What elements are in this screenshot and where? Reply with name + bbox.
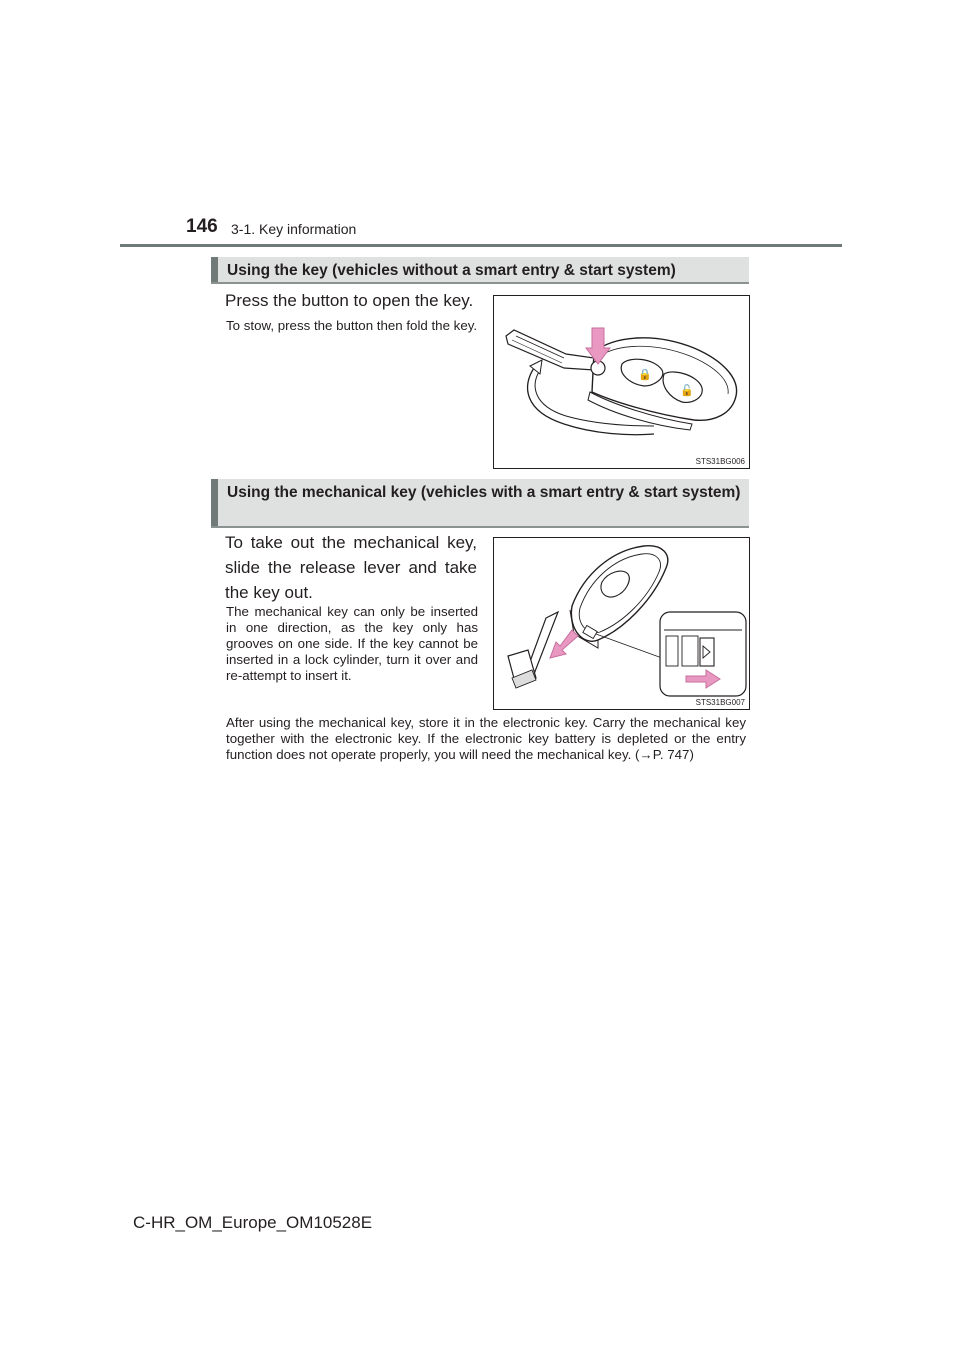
heading-accent-bar	[211, 479, 218, 526]
note-text: The mechanical key can only be inserted in one direction, as the key only has grooves on one side. If the key cannot be inserted in a lock cylinder, turn it over and re-attempt to insert it.	[226, 604, 478, 683]
folding-key-illustration	[494, 296, 749, 468]
document-code: C-HR_OM_Europe_OM10528E	[133, 1213, 373, 1232]
chapter-section-title: 3-1. Key information	[231, 221, 357, 237]
svg-text:🔓: 🔓	[680, 384, 694, 397]
note-text: After using the mechanical key, store it in the electronic key. Carry the mechanical key together with the electronic key. If the electronic key battery is depleted or the entry function does not operate properly, you will need the mechanical key. (→P. 747)	[226, 715, 746, 762]
section-heading-key	[211, 257, 749, 284]
header-rule	[120, 244, 842, 247]
section-heading-text: Using the key (vehicles without a smart entry & start system)	[227, 262, 676, 279]
mechanical-key-illustration	[494, 538, 749, 709]
section-heading-mechanical-key	[211, 479, 749, 528]
instruction-text: To take out the mechanical key, slide the release lever and take the key out.	[225, 533, 477, 602]
page-number: 146	[186, 216, 218, 237]
figure-code: STS31BG006	[695, 457, 745, 466]
section-heading-text: Using the mechanical key (vehicles with a smart entry & start system)	[227, 484, 741, 501]
note-text: To stow, press the button then fold the key.	[226, 318, 478, 333]
svg-text:🔒: 🔒	[638, 368, 652, 381]
instruction-text: Press the button to open the key.	[225, 291, 474, 310]
figure-key-fold	[493, 295, 750, 469]
heading-accent-bar	[211, 257, 218, 282]
figure-mechanical-key	[493, 537, 750, 710]
figure-code: STS31BG007	[695, 698, 745, 707]
